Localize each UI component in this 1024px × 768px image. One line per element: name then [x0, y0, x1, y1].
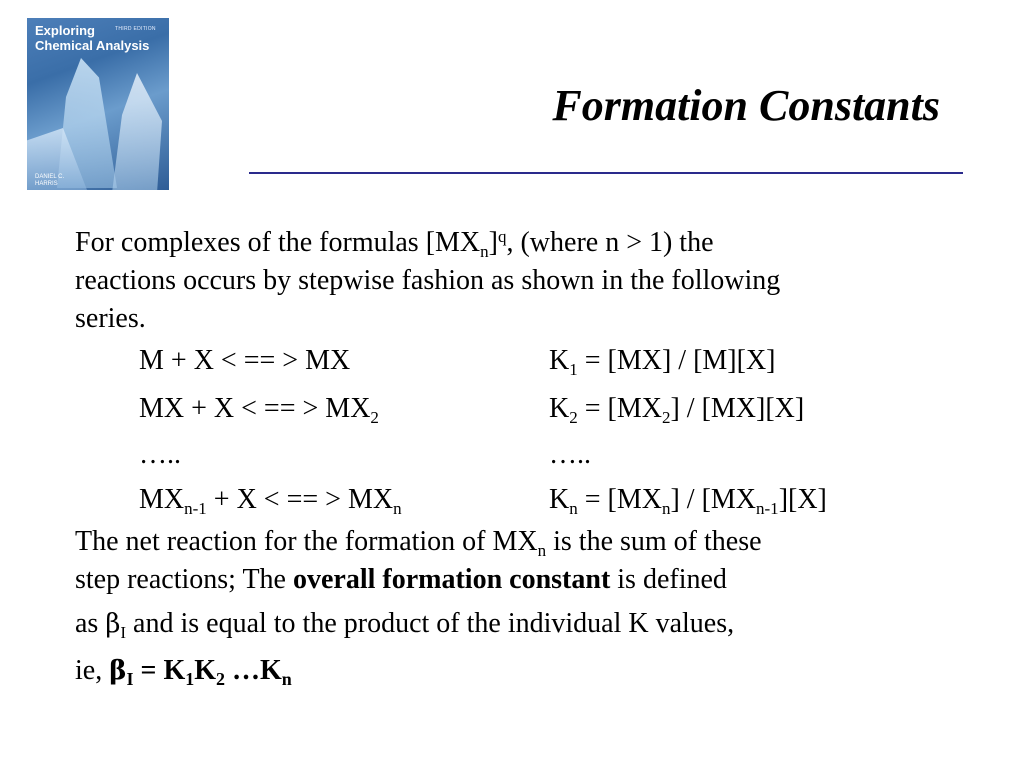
overall-formation-constant-term: overall formation constant — [292, 564, 611, 595]
text: + X < == > MX — [206, 484, 394, 515]
slide-title: Formation Constants — [552, 81, 940, 130]
text: M + X < == > MX — [139, 345, 351, 376]
intro-line-1 — [75, 224, 714, 262]
text: and is equal to the product of the individual K values, — [126, 608, 735, 639]
subscript: n-1 — [756, 499, 779, 518]
cover-title-line: Exploring — [35, 23, 95, 38]
text: = [MX — [577, 393, 662, 424]
cover-author-line: DANIEL C. — [35, 174, 65, 180]
text: ][X] — [778, 484, 827, 515]
text: ] — [488, 227, 498, 258]
equation-1-constant — [549, 342, 775, 380]
subscript: 2 — [661, 408, 671, 427]
subscript: 2 — [569, 408, 578, 427]
overall-constant-formula — [109, 655, 292, 689]
text: , (where n > 1) the — [506, 227, 714, 258]
cover-edition: THIRD EDITION — [115, 26, 156, 32]
text: = [MX] / [M][X] — [577, 345, 776, 376]
text: = K — [133, 655, 186, 686]
intro-line-3: series. — [75, 303, 146, 334]
subscript: n — [393, 499, 402, 518]
title-underline — [249, 172, 963, 174]
net-line-3 — [75, 605, 734, 643]
equation-ellipsis-right: ….. — [549, 439, 591, 470]
subscript: n — [569, 499, 578, 518]
equation-2-reaction — [139, 390, 379, 428]
text: K — [549, 393, 570, 424]
cover-author — [35, 174, 95, 188]
text: MX + X < == > MX — [139, 393, 371, 424]
net-line-1 — [75, 523, 762, 561]
equation-ellipsis-left: ….. — [139, 439, 181, 470]
book-cover-image — [27, 18, 169, 190]
text: ] / [MX][X] — [670, 393, 805, 424]
equation-1-reaction — [139, 342, 350, 380]
text: The net reaction for the formation of MX — [75, 526, 538, 557]
beta-symbol: β — [109, 656, 127, 686]
text: K — [549, 484, 570, 515]
subscript: I — [120, 623, 127, 642]
text: is defined — [610, 564, 727, 595]
text: is the sum of these — [546, 526, 762, 557]
cover-ice-shape — [112, 73, 162, 190]
equation-n-reaction — [139, 481, 402, 519]
intro-line-2: reactions occurs by stepwise fashion as shown in the following — [75, 265, 781, 296]
text: MX — [139, 484, 185, 515]
text: K — [194, 655, 217, 686]
text: step reactions; The — [75, 564, 293, 595]
subscript: n — [537, 541, 547, 560]
text: K — [549, 345, 570, 376]
subscript: n-1 — [184, 499, 207, 518]
net-line-4 — [75, 652, 292, 690]
text: For complexes of the formulas [MX — [75, 227, 481, 258]
subscript: 2 — [370, 408, 379, 427]
cover-author-line: HARRIS — [35, 181, 58, 187]
equation-2-constant — [549, 390, 804, 428]
text: = [MX — [577, 484, 662, 515]
subscript: I — [126, 669, 134, 689]
subscript: n — [661, 499, 671, 518]
text: …K — [225, 655, 282, 686]
cover-title-line: Chemical Analysis — [35, 38, 150, 53]
beta-symbol: β — [105, 609, 121, 639]
net-line-2 — [75, 561, 727, 599]
text: ] / [MX — [670, 484, 757, 515]
subscript: 1 — [569, 360, 578, 379]
text: as — [75, 608, 106, 639]
subscript: n — [281, 669, 292, 689]
equation-n-constant — [549, 481, 827, 519]
subscript: 1 — [185, 669, 195, 689]
subscript: 2 — [216, 669, 226, 689]
superscript: q — [497, 227, 507, 246]
text: ie, — [75, 655, 110, 686]
subscript: n — [480, 242, 489, 261]
